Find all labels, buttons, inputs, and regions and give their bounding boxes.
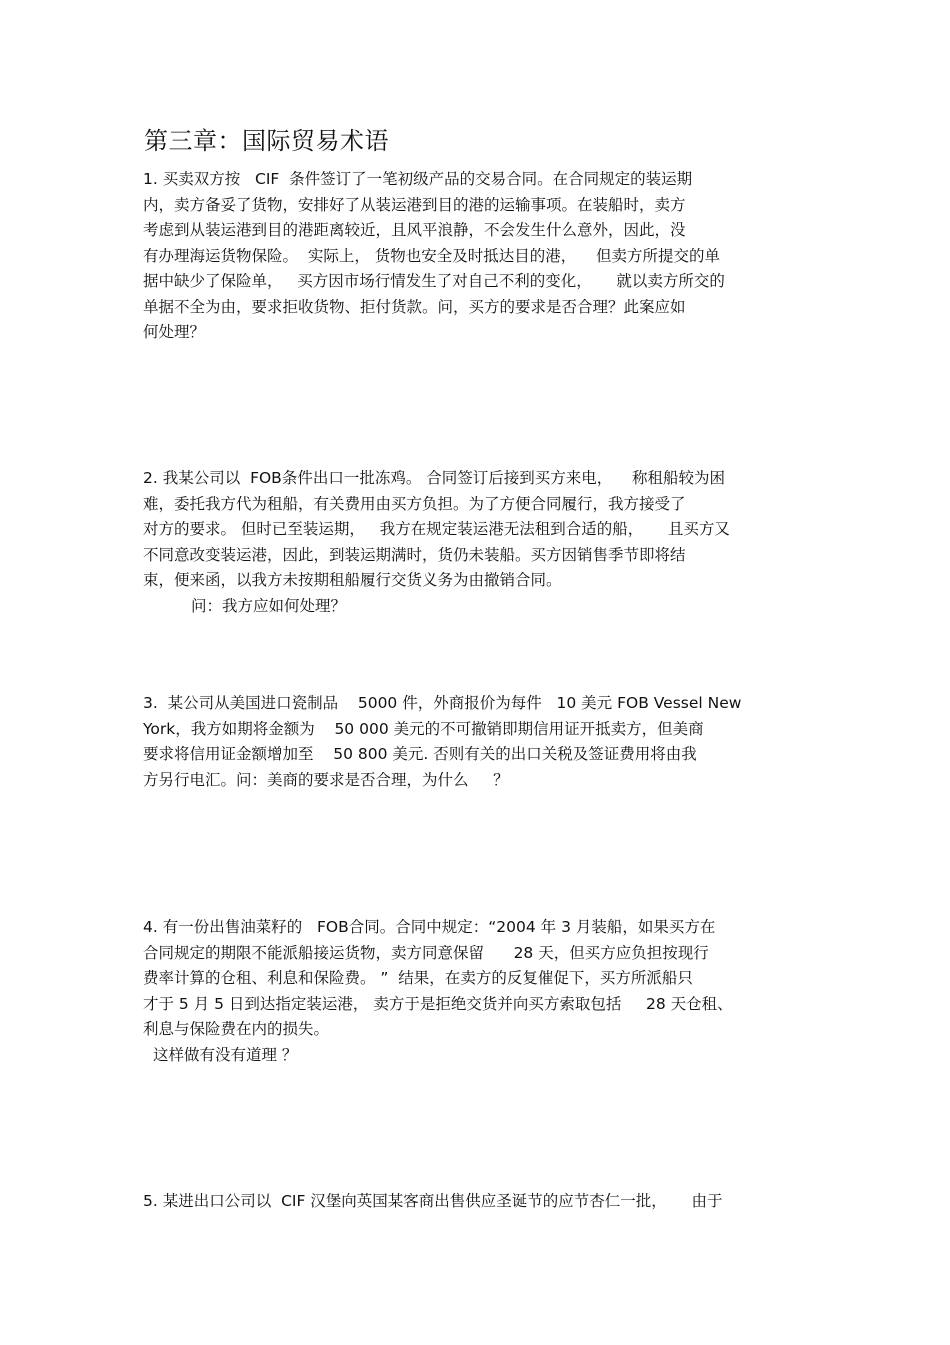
question-1-line: 据中缺少了保险单， 买方因市场行情发生了对自己不利的变化， 就以卖方所交的 — [143, 272, 725, 290]
question-3-line: 方另行电汇。问：美商的要求是否合理，为什么 ？ — [143, 770, 509, 789]
question-1 — [143, 167, 823, 346]
question-5-line: 5. 某进出口公司以 CIF 汉堡向英国某客商出售供应圣诞节的应节杏仁一批， 由于 — [143, 1192, 723, 1210]
question-1-line: 1. 买卖双方按 CIF 条件签订了一笔初级产品的交易合同。在合同规定的装运期 — [143, 170, 693, 188]
question-2-ask: 问：我方应如何处理？ — [191, 596, 347, 615]
question-1-line: 内，卖方备妥了货物，安排好了从装运港到目的港的运输事项。在装船时，卖方 — [143, 195, 686, 214]
question-4-line: 合同规定的期限不能派船接运货物，卖方同意保留 28 天，但买方应负担按现行 — [143, 943, 709, 962]
chapter-title: 第三章：国际贸易术语 — [144, 127, 389, 155]
question-4-ask: 这样做有没有道理 ？ — [153, 1045, 298, 1064]
question-4-line: 费率计算的仓租、利息和保险费。 ” 结果，在卖方的反复催促下，买方所派船只 — [143, 969, 693, 987]
question-4-line: 利息与保险费在内的损失。 — [143, 1020, 330, 1038]
question-2-line: 对方的要求。 但时已至装运期， 我方在规定装运港无法租到合适的船， 且买方又 — [143, 520, 730, 538]
question-2 — [143, 466, 823, 619]
question-2-line: 束，便来函，以我方未按期租船履行交货义务为由撤销合同。 — [143, 571, 562, 589]
question-1-line: 有办理海运货物保险。 实际上， 货物也安全及时抵达目的港， 但卖方所提交的单 — [143, 246, 720, 265]
question-5 — [143, 1189, 823, 1215]
question-3-line: 要求将信用证金额增加至 50 800 美元. 否则有关的出口关税及签证费用将由我 — [143, 745, 697, 763]
question-2-line: 2. 我某公司以 FOB条件出口一批冻鸡。 合同签订后接到买方来电， 称租船较为困 — [143, 469, 725, 487]
question-2-line: 不同意改变装运港，因此，到装运期满时，货仍未装船。买方因销售季节即将结 — [143, 545, 686, 564]
question-1-line: 考虑到从装运港到目的港距离较近，且风平浪静，不会发生什么意外，因此，没 — [143, 221, 686, 239]
question-4-line: 才于 5 月 5 日到达指定装运港， 卖方于是拒绝交货并向买方索取包括 28 天仓租、 — [143, 994, 733, 1013]
question-1-line: 何处理？ — [143, 323, 206, 341]
question-2-line: 难，委托我方代为租船，有关费用由买方负担。为了方便合同履行，我方接受了 — [143, 494, 686, 513]
question-1-line: 单据不全为由，要求拒收货物、拒付货款。问，买方的要求是否合理？此案应如 — [143, 297, 686, 316]
question-3 — [143, 691, 823, 793]
question-3-line: York，我方如期将金额为 50 000 美元的不可撤销即期信用证开抵卖方，但美商 — [143, 719, 704, 738]
question-4-line: 4. 有一份出售油菜籽的 FOB合同。合同中规定：“2004 年 3 月装船，如果买方在 — [143, 918, 716, 936]
question-4 — [143, 915, 823, 1068]
question-3-line: 3. 某公司从美国进口瓷制品 5000 件，外商报价为每件 10 美元 FOB Vessel New — [143, 694, 742, 712]
